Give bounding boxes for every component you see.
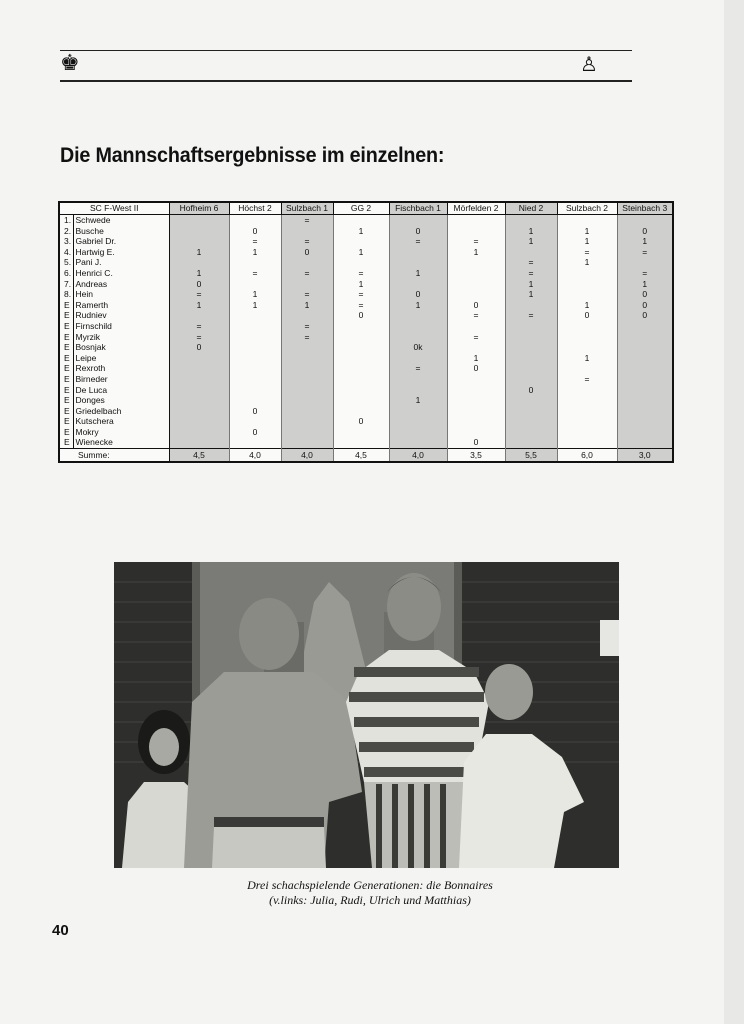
player-name: Birneder [73,374,169,385]
table-row [59,215,673,226]
result-cell: 0 [447,437,505,448]
table-row [59,332,673,343]
result-cell [389,437,447,448]
result-cell [333,437,389,448]
player-name: Leipe [73,353,169,364]
result-cell [281,406,333,417]
result-cell [333,374,389,385]
player-name: Schwede [73,215,169,226]
result-cell [281,437,333,448]
board-number: E [59,332,73,343]
player-name: Donges [73,395,169,406]
sum-cell: 4,0 [389,449,447,463]
result-cell [557,437,617,448]
opponent-header: GG 2 [333,202,389,215]
table-row [59,321,673,332]
result-cell: 1 [169,247,229,258]
table-row [59,342,673,353]
result-cell: 0 [389,289,447,300]
opponent-header: Steinbach 3 [617,202,673,215]
result-cell [229,310,281,321]
result-cell: 0 [229,406,281,417]
result-cell [505,416,557,427]
result-cell [169,363,229,374]
board-number: 8. [59,289,73,300]
result-cell: 0k [389,342,447,353]
result-cell: = [505,257,557,268]
result-cell: 1 [333,226,389,237]
sum-cell: 6,0 [557,449,617,463]
sum-cell: 4,5 [169,449,229,463]
result-cell [169,427,229,438]
result-cell: 1 [557,226,617,237]
result-cell [169,406,229,417]
table-row [59,247,673,258]
result-cell: 0 [642,299,648,310]
result-cell [333,257,389,268]
result-cell: 0 [333,310,389,321]
player-name: Hartwig E. [73,247,169,258]
result-cell: = [281,321,333,332]
player-name: Ramerth [73,300,169,311]
board-number: 5. [59,257,73,268]
result-cell [281,279,333,290]
result-cell [505,374,557,385]
show-through-text [64,112,624,132]
board-number: E [59,342,73,353]
result-cell [389,310,447,321]
result-cell [229,257,281,268]
result-cell: 1 [389,300,447,311]
result-cell: 0 [447,300,505,311]
result-cell: = [333,289,389,300]
result-cell [505,363,557,374]
result-cell: = [169,321,229,332]
result-cell [169,416,229,427]
result-cell [229,363,281,374]
board-number: 7. [59,279,73,290]
result-cell [169,374,229,385]
result-cell [505,395,557,406]
result-cell: 1 [557,236,617,247]
result-cell: = [281,332,333,343]
pawn-icon: ♙ [580,52,598,76]
result-cell [389,257,447,268]
result-cell [505,342,557,353]
result-cell [333,342,389,353]
result-cell [447,226,505,237]
player-name: Henrici C. [73,268,169,279]
result-cell [389,374,447,385]
result-cell: 1 [505,236,557,247]
result-cell [617,353,673,364]
result-cell: 0 [229,427,281,438]
result-cell [229,353,281,364]
opponent-header: Hofheim 6 [169,202,229,215]
sum-cell: 4,5 [333,449,389,463]
opponent-header: Mörfelden 2 [447,202,505,215]
result-cell: = [389,363,447,374]
result-cell: 0 [229,226,281,237]
family-photo [114,562,619,868]
result-cell: 0 [505,385,557,396]
table-row [59,395,673,406]
table-row [59,416,673,427]
result-cell [617,385,673,396]
result-cell: = [505,268,557,279]
result-cell: = [642,267,648,278]
caption-line: (v.links: Julia, Rudi, Ulrich und Matthias) [269,893,471,907]
result-cell [389,406,447,417]
board-number: 6. [59,268,73,279]
player-name: Rudniev [73,310,169,321]
result-cell: = [505,310,557,321]
result-cell [617,374,673,385]
board-number: E [59,427,73,438]
result-cell: 1 [557,300,617,311]
result-cell [333,236,389,247]
page-edge [724,0,744,1024]
result-cell: = [642,246,648,257]
result-cell: 1 [505,279,557,290]
result-cell: 1 [447,353,505,364]
result-cell [447,427,505,438]
result-cell: 0 [447,363,505,374]
result-cell [617,332,673,343]
result-cell: 0 [642,310,648,321]
opponent-header: Sulzbach 2 [557,202,617,215]
result-cell [281,257,333,268]
player-name: Mokry [73,427,169,438]
player-name: Busche [73,226,169,237]
board-number: E [59,310,73,321]
result-cell [447,406,505,417]
result-cell: 1 [557,257,617,268]
results-table [58,201,674,463]
result-cell: = [229,236,281,247]
result-cell [557,395,617,406]
board-number: E [59,395,73,406]
result-cell: 1 [333,247,389,258]
result-cell [617,321,673,332]
result-cell: 0 [333,416,389,427]
result-cell [447,395,505,406]
sum-cell: 3,5 [447,449,505,463]
result-cell: 1 [169,268,229,279]
result-cell [229,437,281,448]
result-cell [333,321,389,332]
result-cell [505,321,557,332]
photo-caption [150,878,590,908]
result-cell [229,395,281,406]
table-row [59,289,673,300]
result-cell [169,310,229,321]
player-name: Myrzik [73,332,169,343]
result-cell [389,215,447,226]
sum-cell: 5,5 [505,449,557,463]
king-icon: ♚ [60,51,80,76]
table-header-row [59,202,673,215]
result-cell [557,268,617,279]
result-cell: 1 [642,236,648,247]
result-cell [333,395,389,406]
result-cell: 1 [229,289,281,300]
result-cell [505,353,557,364]
result-cell [229,385,281,396]
board-number: E [59,321,73,332]
result-cell: 0 [169,342,229,353]
board-number: E [59,406,73,417]
sum-row [59,449,673,463]
result-cell: 0 [557,310,617,321]
result-cell: = [281,236,333,247]
result-cell [505,332,557,343]
result-cell [447,257,505,268]
result-cell [617,406,673,417]
result-cell [617,363,673,374]
result-cell [169,395,229,406]
result-cell: 0 [389,226,447,237]
player-name: Firnschild [73,321,169,332]
sum-cell: 3,0 [617,449,673,463]
result-cell [229,215,281,226]
player-name: Gabriel Dr. [73,236,169,247]
board-number: 2. [59,226,73,237]
result-cell [617,416,673,427]
result-cell [169,385,229,396]
result-cell [169,215,229,226]
board-number: 4. [59,247,73,258]
header-rule [60,50,632,51]
table-row [59,257,673,268]
result-cell [281,353,333,364]
result-cell [557,342,617,353]
result-cell [505,247,557,258]
board-number: 1. [59,215,73,226]
result-cell [557,332,617,343]
result-cell [617,215,673,226]
board-number: E [59,353,73,364]
result-cell [447,374,505,385]
result-cell [557,406,617,417]
page-number: 40 [52,922,69,939]
result-cell: = [447,332,505,343]
player-name: Rexroth [73,363,169,374]
result-cell [557,289,617,300]
result-cell [169,353,229,364]
result-cell: 1 [505,226,557,237]
board-number: E [59,374,73,385]
result-cell [557,215,617,226]
player-name: Pani J. [73,257,169,268]
result-cell [557,279,617,290]
result-cell [447,321,505,332]
table-row [59,226,673,237]
result-cell [505,437,557,448]
player-name: Bosnjak [73,342,169,353]
table-row [59,268,673,279]
result-cell [281,416,333,427]
board-number: E [59,385,73,396]
caption-line: Drei schachspielende Generationen: die Bonnaires [247,878,493,892]
result-cell: 0 [642,289,648,300]
result-cell: 0 [642,225,648,236]
result-cell: 1 [557,353,617,364]
result-cell: 1 [229,300,281,311]
result-cell [557,321,617,332]
result-cell [169,226,229,237]
table-row [59,406,673,417]
result-cell [333,427,389,438]
board-number: E [59,437,73,448]
result-cell [229,374,281,385]
result-cell [333,406,389,417]
result-cell [617,427,673,438]
result-cell: = [281,289,333,300]
result-cell [505,406,557,417]
sum-label: Summe: [59,449,169,463]
result-cell [389,385,447,396]
sum-cell: 4,0 [281,449,333,463]
result-cell [617,395,673,406]
result-cell [447,385,505,396]
result-cell [447,268,505,279]
opponent-header: Sulzbach 1 [281,202,333,215]
result-cell [389,427,447,438]
result-cell [169,257,229,268]
board-number: E [59,300,73,311]
player-name: Andreas [73,279,169,290]
result-cell: = [333,268,389,279]
result-cell [447,279,505,290]
result-cell: 1 [281,300,333,311]
result-cell [333,353,389,364]
result-cell [389,247,447,258]
result-cell [505,215,557,226]
header-rule [60,80,632,82]
result-cell: = [169,332,229,343]
table-row [59,236,673,247]
player-name: Kutschera [73,416,169,427]
result-cell [281,363,333,374]
result-cell [389,353,447,364]
result-cell [389,332,447,343]
player-name: Wienecke [73,437,169,448]
result-cell [169,236,229,247]
player-name: De Luca [73,385,169,396]
board-number: E [59,363,73,374]
table-row [59,279,673,290]
result-cell: = [557,374,617,385]
result-cell [333,363,389,374]
result-cell: 1 [505,289,557,300]
result-cell [557,416,617,427]
result-cell: 1 [333,279,389,290]
result-cell: 1 [389,395,447,406]
result-cell [389,416,447,427]
result-cell [281,374,333,385]
result-cell [229,279,281,290]
result-cell [229,332,281,343]
result-cell [333,215,389,226]
result-cell: 1 [389,268,447,279]
team-header: SC F-West II [59,202,169,215]
player-name: Hein [73,289,169,300]
result-cell [505,427,557,438]
result-cell [505,300,557,311]
result-cell: 1 [229,247,281,258]
result-cell [447,416,505,427]
result-cell: = [333,300,389,311]
result-cell [447,215,505,226]
result-cell [281,427,333,438]
result-cell [229,416,281,427]
result-cell: = [281,215,333,226]
result-cell [333,385,389,396]
table-row [59,374,673,385]
table-row [59,363,673,374]
opponent-header: Nied 2 [505,202,557,215]
opponent-header: Höchst 2 [229,202,281,215]
result-cell: = [447,310,505,321]
result-cell [617,342,673,353]
opponent-header: Fischbach 1 [389,202,447,215]
result-cell [557,427,617,438]
board-number: E [59,416,73,427]
result-cell [447,342,505,353]
result-cell [557,363,617,374]
result-cell: 1 [642,278,648,289]
result-cell [333,332,389,343]
result-cell: 0 [281,247,333,258]
table-row [59,310,673,321]
result-cell [447,289,505,300]
sum-cell: 4,0 [229,449,281,463]
table-row [59,385,673,396]
result-cell [229,342,281,353]
player-name: Griedelbach [73,406,169,417]
table-row [59,437,673,448]
result-cell [617,257,673,268]
result-cell [281,342,333,353]
table-row [59,427,673,438]
board-number: 3. [59,236,73,247]
result-cell [617,437,673,448]
result-cell: = [447,236,505,247]
result-cell: = [389,236,447,247]
result-cell: 1 [169,300,229,311]
result-cell: = [281,268,333,279]
result-cell: = [169,289,229,300]
result-cell [557,385,617,396]
table-row [59,300,673,311]
result-cell: = [557,247,617,258]
result-cell [281,395,333,406]
result-cell: = [229,268,281,279]
page-title: Die Mannschaftsergebnisse im einzelnen: [60,144,445,167]
result-cell [281,226,333,237]
table-row [59,353,673,364]
result-cell: 1 [447,247,505,258]
result-cell [169,437,229,448]
result-cell [229,321,281,332]
result-cell [389,321,447,332]
result-cell [281,310,333,321]
result-cell [281,385,333,396]
result-cell: 0 [169,279,229,290]
result-cell [389,279,447,290]
